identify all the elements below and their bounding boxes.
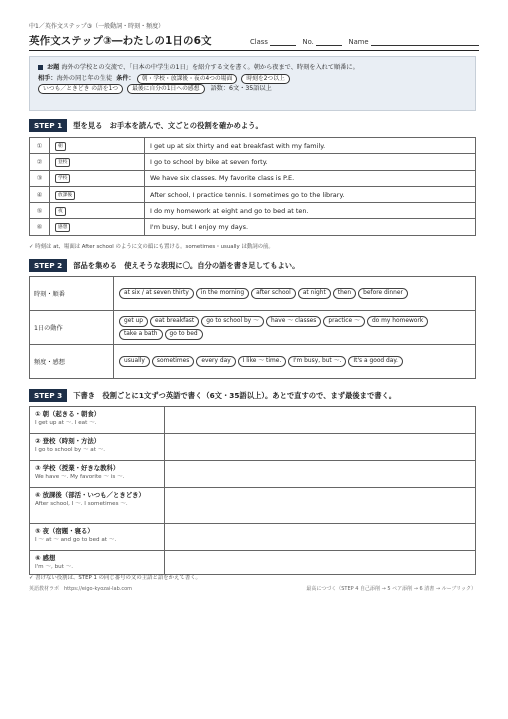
phrase-chip[interactable]: get up <box>119 316 148 327</box>
phrase-cell <box>114 345 476 379</box>
draft-answer-field[interactable] <box>165 434 476 461</box>
breadcrumb: 中1／英作文ステップ③（一般動詞・時刻・頻度） <box>29 23 165 30</box>
draft-row <box>30 461 476 488</box>
model-sentence: I go to school by bike at seven forty. <box>145 154 476 170</box>
condition-chip: 最後に自分の1日への感想 <box>127 84 204 94</box>
phrase-chip[interactable]: at night <box>298 288 331 299</box>
draft-row <box>30 434 476 461</box>
footer-source: 英語教材ラボ https://eigo-kyozai-lab.com <box>29 586 133 592</box>
name-label: Name <box>348 38 369 46</box>
draft-role: ⑤ 夜（宿題・寝る） <box>35 527 94 535</box>
phrase-table <box>29 276 476 379</box>
name-field[interactable] <box>371 37 479 46</box>
phrase-chip[interactable]: eat breakfast <box>150 316 199 327</box>
draft-answer-field[interactable] <box>165 407 476 434</box>
model-sentence: We have six classes. My favorite class is P.E. <box>145 170 476 186</box>
role-cell <box>50 154 145 170</box>
phrase-chip[interactable]: in the morning <box>196 288 249 299</box>
draft-table <box>29 406 476 575</box>
phrase-category: 頻度・感想 <box>30 345 114 379</box>
draft-answer-field[interactable] <box>165 488 476 524</box>
draft-prompt <box>30 461 165 488</box>
footer <box>29 585 476 592</box>
phrase-chip[interactable]: after school <box>251 288 296 299</box>
model-sentence: I do my homework at eight and go to bed at ten. <box>145 203 476 219</box>
draft-prompt <box>30 551 165 575</box>
phrase-chip[interactable]: I like ～ time. <box>238 356 287 367</box>
theme-label: お題 <box>47 64 60 71</box>
draft-answer-field[interactable] <box>165 524 476 551</box>
role-tag: 登校 <box>55 158 70 167</box>
phrase-chip[interactable]: have ～ classes <box>266 316 321 327</box>
class-field[interactable] <box>270 37 296 46</box>
theme-box <box>29 56 476 111</box>
condition-label: 条件： <box>116 74 135 82</box>
draft-hint: I'm ～, but ～. <box>35 564 74 570</box>
draft-role: ⑥ 感想 <box>35 554 56 562</box>
phrase-row <box>30 345 476 379</box>
theme-text: 海外の学校との交流で、「日本の中学生の1日」を紹介する文を書く。朝から夜まで、時刻を入れて順番に。 <box>61 64 359 71</box>
phrase-chip[interactable]: I'm busy, but ～. <box>288 356 346 367</box>
draft-role: ③ 学校（授業・好きな教科） <box>35 464 120 472</box>
square-icon <box>38 65 43 70</box>
phrase-chip[interactable]: then <box>333 288 356 299</box>
class-label: Class <box>250 38 268 46</box>
step1-badge: STEP 1 <box>29 119 67 132</box>
model-table <box>29 137 476 236</box>
draft-row <box>30 407 476 434</box>
model-row <box>30 186 476 202</box>
role-tag: 学校 <box>55 174 70 183</box>
no-label: No. <box>302 38 314 46</box>
condition-chip: 時刻を2つ以上 <box>241 74 289 84</box>
draft-prompt <box>30 434 165 461</box>
draft-hint: I go to school by ～ at ～. <box>35 447 106 453</box>
phrase-chip[interactable]: every day <box>196 356 235 367</box>
draft-hint: We have ～. My favorite ～ is ～. <box>35 474 125 480</box>
row-number: ④ <box>30 186 50 202</box>
phrase-chip[interactable]: before dinner <box>358 288 408 299</box>
step1-note: ✓ 時刻は at、場面は After school のように文の頭にも置ける。sometimes・usually は動詞の前。 <box>29 244 274 250</box>
phrase-chip[interactable]: usually <box>119 356 150 367</box>
draft-role: ② 登校（時刻・方法） <box>35 437 101 445</box>
page-title: 英作文ステップ③―わたしの1日の6文 <box>29 35 212 47</box>
draft-prompt <box>30 488 165 524</box>
draft-role: ① 朝（起きる・朝食） <box>35 410 101 418</box>
draft-answer-field[interactable] <box>165 461 476 488</box>
draft-answer-field[interactable] <box>165 551 476 575</box>
draft-row <box>30 524 476 551</box>
row-number: ① <box>30 138 50 154</box>
phrase-chip[interactable]: take a bath <box>119 329 163 340</box>
role-cell <box>50 170 145 186</box>
phrase-chip[interactable]: practice ～ <box>323 316 365 327</box>
phrase-chip[interactable]: It's a good day. <box>348 356 403 367</box>
partner-label: 相手： <box>38 74 57 82</box>
step2-heading <box>29 259 299 272</box>
phrase-chip[interactable]: go to bed <box>165 329 203 340</box>
model-row <box>30 219 476 235</box>
model-row <box>30 138 476 154</box>
role-tag: 感想 <box>55 223 70 232</box>
phrase-cell <box>114 311 476 345</box>
draft-row <box>30 551 476 575</box>
draft-hint: I ～ at ～ and go to bed at ～. <box>35 537 117 543</box>
draft-hint: I get up at ～. I eat ～. <box>35 420 97 426</box>
step1-heading <box>29 119 263 132</box>
title-bar <box>29 33 479 51</box>
role-cell <box>50 186 145 202</box>
number-field[interactable] <box>316 37 342 46</box>
model-sentence: I get up at six thirty and eat breakfast with my family. <box>145 138 476 154</box>
draft-row <box>30 488 476 524</box>
step3-badge: STEP 3 <box>29 389 67 402</box>
draft-prompt <box>30 524 165 551</box>
phrase-chip[interactable]: go to school by ～ <box>201 316 264 327</box>
step3-note: ✓ 書けない役割は、STEP 1 の同じ番号の文の主語と語をかえて書く。 <box>29 575 201 581</box>
phrase-chip[interactable]: do my homework <box>367 316 428 327</box>
row-number: ③ <box>30 170 50 186</box>
draft-hint: After school, I ～. I sometimes ～. <box>35 501 128 507</box>
role-tag: 朝 <box>55 142 66 151</box>
theme-line <box>38 63 467 74</box>
condition-chip: いつも／ときどき の語を1つ <box>38 84 123 94</box>
phrase-chip[interactable]: at six / at seven thirty <box>119 288 194 299</box>
step3-heading <box>29 389 396 402</box>
conditions-line <box>38 74 467 85</box>
step2-text: 部品を集める 使えそうな表現に〇。自分の語を書き足してもよい。 <box>73 261 300 270</box>
condition-chip: 朝・学校・放課後・夜の4つの場面 <box>137 74 238 84</box>
phrase-chip[interactable]: sometimes <box>152 356 194 367</box>
row-number: ⑤ <box>30 203 50 219</box>
step1-text: 型を見る お手本を読んで、文ごとの役割を確かめよう。 <box>73 121 263 130</box>
phrase-category: 1日の動作 <box>30 311 114 345</box>
role-tag: 放課後 <box>55 191 75 200</box>
footer-next: 最高につづく（STEP 4 自己添削 → 5 ペア添削 → 6 清書 → ルーブリック） <box>306 586 476 592</box>
model-sentence: I'm busy, but I enjoy my days. <box>145 219 476 235</box>
role-cell <box>50 138 145 154</box>
draft-prompt <box>30 407 165 434</box>
model-row <box>30 170 476 186</box>
row-number: ② <box>30 154 50 170</box>
partner-text: 海外の同じ年の生徒 <box>56 74 113 82</box>
word-count: 語数：6文・35語以上 <box>210 85 272 92</box>
conditions-line <box>38 84 467 95</box>
student-fields <box>250 37 479 46</box>
model-sentence: After school, I practice tennis. I sometimes go to the library. <box>145 186 476 202</box>
model-row <box>30 203 476 219</box>
step3-text: 下書き 役割ごとに1文ずつ英語で書く（6文・35語以上）。あとで直すので、まず最後まで書く。 <box>73 391 397 400</box>
step2-badge: STEP 2 <box>29 259 67 272</box>
model-row <box>30 154 476 170</box>
role-tag: 夜 <box>55 207 66 216</box>
phrase-row <box>30 277 476 311</box>
phrase-row <box>30 311 476 345</box>
phrase-cell <box>114 277 476 311</box>
row-number: ⑥ <box>30 219 50 235</box>
role-cell <box>50 203 145 219</box>
phrase-category: 時刻・順番 <box>30 277 114 311</box>
draft-role: ④ 放課後（部活・いつも／ときどき） <box>35 491 145 499</box>
role-cell <box>50 219 145 235</box>
